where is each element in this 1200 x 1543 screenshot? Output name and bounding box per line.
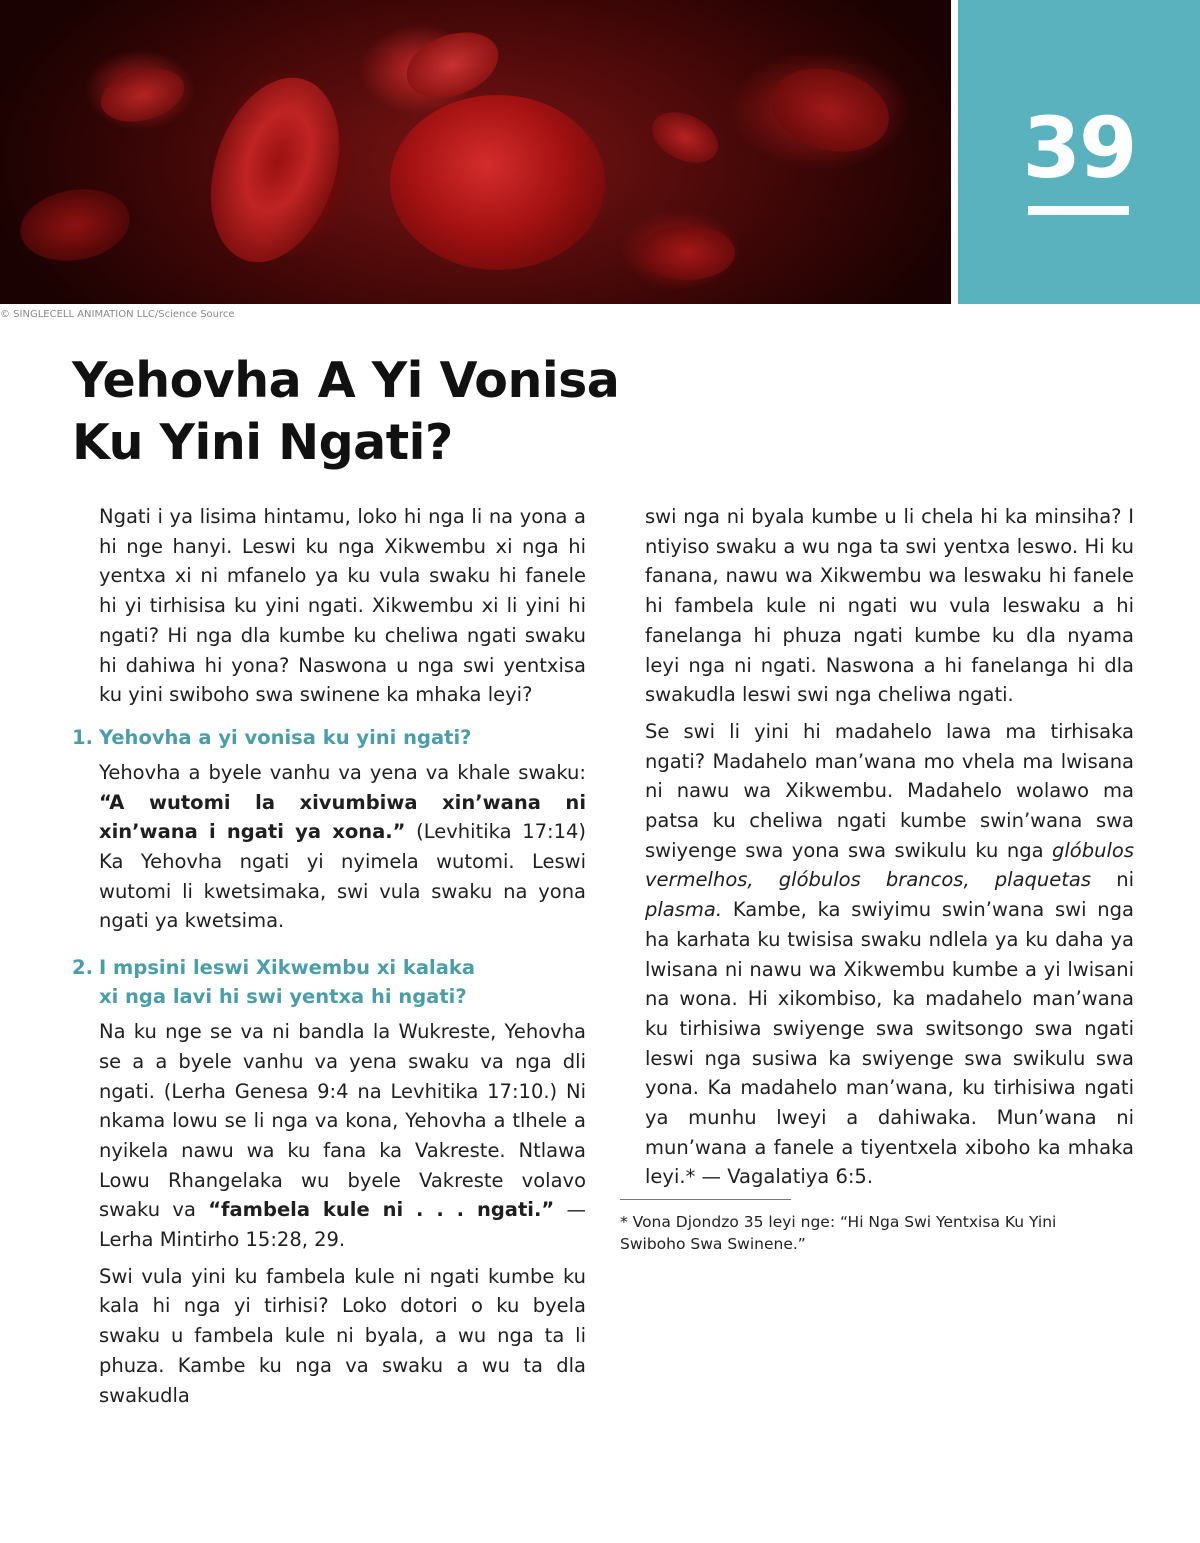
blood-cell	[644, 102, 726, 172]
section-2-question	[72, 953, 586, 1011]
plasma-italic: plasma.	[645, 898, 723, 922]
section-1-number: 1.	[72, 725, 93, 749]
section-2-p3-text-continued: Kambe, ka swiyimu swin’wana swi nga ha karhata ku twisisa swaku ndlela ya ku daha ya lwisana ni nawu wa Xikwembu kumbe a yi lwisani na wona. Hi xikombiso, ka madahelo man’wana ku tirhisiwa swiyenge swa switsongo swa ngati leswi nga susiwa ka swiyenge swa swikulu swa yona. Ka madahelo man’wana, ku tirhisiwa ngati ya munhu lweyi a dahiwaka. Mun’wana ni mun’wana a fanele a tiyentxela xiboho ka mhaka leyi.* — Vagalatiya 6:5.	[645, 898, 1134, 1189]
right-column	[645, 502, 1134, 1199]
footnote-divider	[620, 1199, 791, 1200]
blood-cell	[762, 56, 899, 164]
page-title-line-2: Ku Yini Ngati?	[72, 414, 453, 471]
section-2-paragraph-1	[99, 1017, 586, 1255]
chapter-number-underline	[1028, 206, 1129, 215]
section-2-paragraph-2-continued: swi nga ni byala kumbe u li chela hi ka minsiha? I ntiyiso swaku a wu nga ta swi yentxa leswo. Hi ku fanana, nawu wa Xikwembu wa leswaku hi fanele hi fambela kule ni ngati wu vula leswaku a hi fanelanga hi phuza ngati kumbe ku dla nyama leyi nga ni ngati. Naswona a hi fanelanga hi dla swakudla leswi swi nga cheliwa ngati.	[645, 505, 1134, 707]
header-image-blood-cells	[0, 0, 951, 304]
section-2-question-line-2: xi nga lavi hi swi yentxa hi ngati?	[99, 985, 467, 1009]
blood-components-italic: glóbulos vermelhos, glóbulos brancos, plaquetas	[645, 838, 1134, 892]
section-2-text: Na ku nge se va ni bandla la Wukreste, Yehovha se a a byele vanhu va yena swaku va nga dli ngati. (Lerha Genesa 9:4 na Levhitika 17:10.) Ni nkama lowu se li nga va kona, Yehovha a tlhele a nyikela nawu wa ku fana ka Vakreste. Ntlawa Lowu Rhangelaka wu byele Vakreste volavo swaku va	[99, 1020, 586, 1222]
intro-paragraph: Ngati i ya lisima hintamu, loko hi nga li na yona a hi nge hanyi. Leswi ku nga Xikwembu xi nga hi yentxa xi ni mfanelo ya ku vula swaku hi fanele hi yi tirhisisa ku yini ngati. Xikwembu xi li yini hi ngati? Hi nga dla kumbe ku cheliwa ngati swaku hi dahiwa hi yona? Naswona u nga swi yentxisa ku yini swiboho swa swinene ka mhaka leyi?	[99, 505, 586, 707]
chapter-number-block	[958, 0, 1200, 304]
blood-cell	[390, 95, 605, 270]
blood-cell	[15, 181, 135, 269]
left-column	[72, 502, 586, 1417]
image-credit: © SINGLECELL ANIMATION LLC/Science Source	[0, 309, 235, 320]
blood-cell	[640, 225, 735, 280]
section-2-paragraph-3	[645, 717, 1134, 1192]
section-2-quote: “fambela kule ni . . . ngati.”	[208, 1198, 555, 1222]
chapter-number: 39	[1022, 99, 1136, 197]
section-2-reference: — Lerha Mintirho 15:28, 29.	[99, 1198, 586, 1252]
section-2-p3-conjunction: ni	[1091, 868, 1134, 892]
section-1-question-text: Yehovha a yi vonisa ku yini ngati?	[99, 725, 472, 749]
section-2-paragraph-2: Swi vula yini ku fambela kule ni ngati kumbe ku kala hi nga yi tirhisi? Loko dotori o ku byela swaku u fambela kule ni byala, a wu nga ta li phuza. Kambe ku nga va swaku a wu ta dla swakudla	[99, 1264, 586, 1407]
section-1-text: Yehovha a byele vanhu va yena va khale swaku:	[99, 760, 586, 784]
section-1-text-continued: (Levhitika 17:14) Ka Yehovha ngati yi nyimela wutomi. Leswi wutomi li kwetsimaka, swi vula swaku na yona ngati ya kwetsima.	[99, 820, 586, 933]
section-2-number: 2.	[72, 956, 93, 980]
section-1-question	[72, 723, 586, 752]
page-title	[72, 350, 619, 474]
footnote: * Vona Djondzo 35 leyi nge: “Hi Nga Swi Yentxisa Ku Yini Swiboho Swa Swinene.”	[620, 1213, 1057, 1253]
section-1-quote: “A wutomi la xivumbiwa xin’wana ni xin’wana i ngati ya xona.”	[99, 790, 586, 844]
page-title-line-1: Yehovha A Yi Vonisa	[72, 352, 620, 409]
blood-cell	[95, 60, 190, 130]
section-2-question-line-1: I mpsini leswi Xikwembu xi kalaka	[99, 956, 475, 980]
blood-cell	[189, 61, 362, 279]
section-1-paragraph	[99, 758, 586, 936]
section-2-p3-text: Se swi li yini hi madahelo lawa ma tirhisaka ngati? Madahelo man’wana mo vhela ma lwisana ni nawu wa Xikwembu. Madahelo wolawo ma patsa ku cheliwa ngati kumbe swin’wana swa swiyenge swa yona swa swikulu ku nga	[645, 719, 1134, 862]
